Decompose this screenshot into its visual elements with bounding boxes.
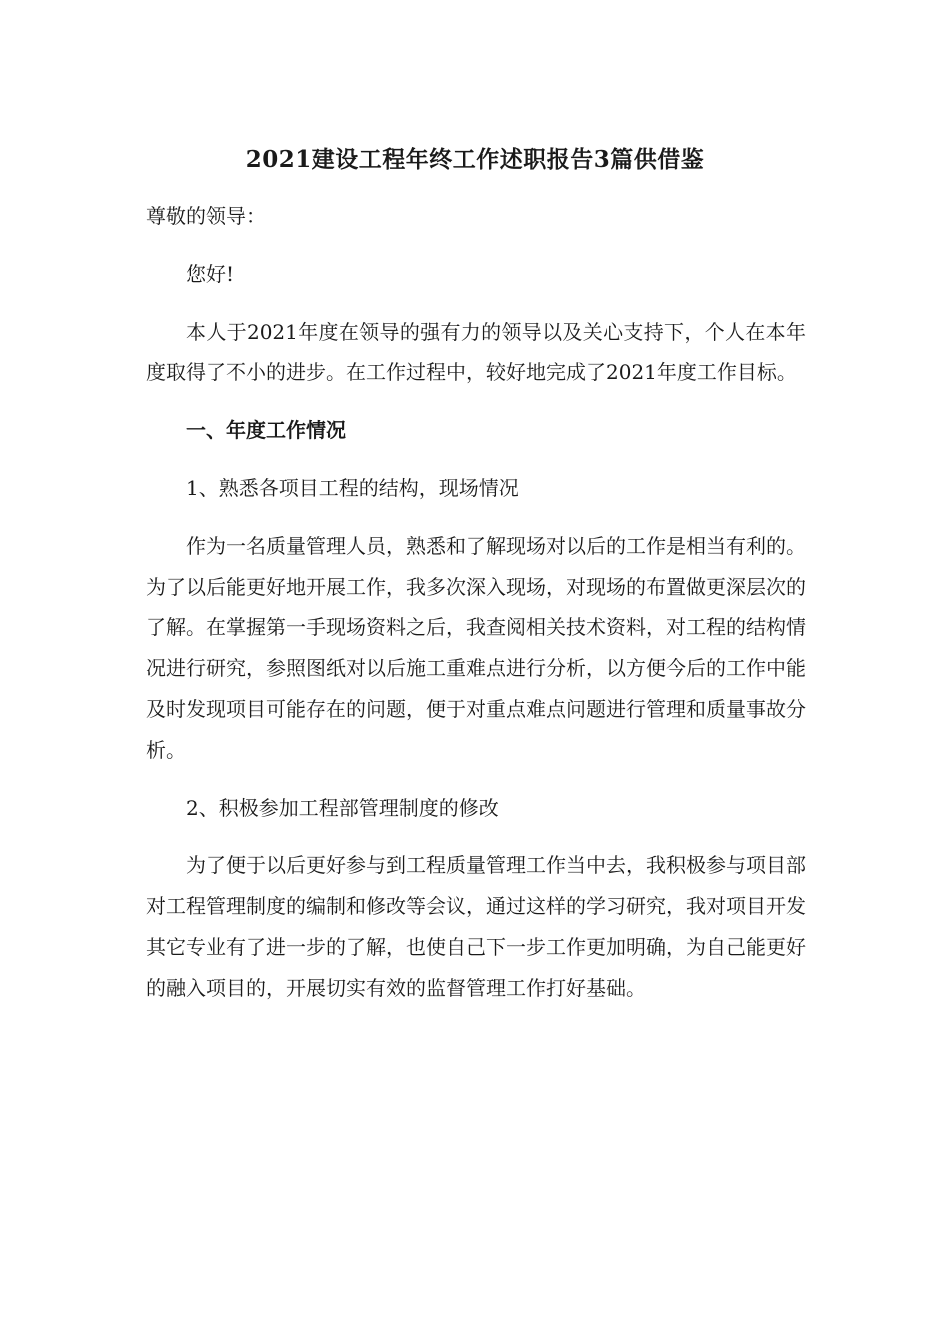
subsection-heading-2: 2、积极参加工程部管理制度的修改 [186,795,499,820]
subsection-heading-1: 1、熟悉各项目工程的结构，现场情况 [186,475,519,500]
subsection-paragraph-1: 作为一名质量管理人员，熟悉和了解现场对以后的工作是相当有利的。为了以后能更好地开展工作，我多次深入现场，对现场的布置做更深层次的了解。在掌握第一手现场资料之后，我查阅相关技术资料，对工程的结构情况进行研究，参照图纸对以后施工重难点进行分析，以方便今后的工作中能及时发现项目可能存在的问题，便于对重点难点问题进行管理和质量事故分析。 [146,533,806,762]
intro-paragraph: 本人于2021年度在领导的强有力的领导以及关心支持下，个人在本年度取得了不小的进步。在工作过程中，较好地完成了2021年度工作目标。 [146,319,806,385]
document-title: 2021建设工程年终工作述职报告3篇供借鉴 [245,146,705,173]
subsection-paragraph-2: 为了便于以后更好参与到工程质量管理工作当中去，我积极参与项目部对工程管理制度的编制和修改等会议，通过这样的学习研究，我对项目开发其它专业有了进一步的了解，也使自己下一步工作更加明确，为自己能更好的融入项目的，开展切实有效的监督管理工作打好基础。 [146,853,806,1000]
salutation: 尊敬的领导： [146,204,266,228]
greeting: 您好! [186,261,235,286]
document-body [146,196,806,1026]
section-heading: 一、年度工作情况 [186,418,346,443]
